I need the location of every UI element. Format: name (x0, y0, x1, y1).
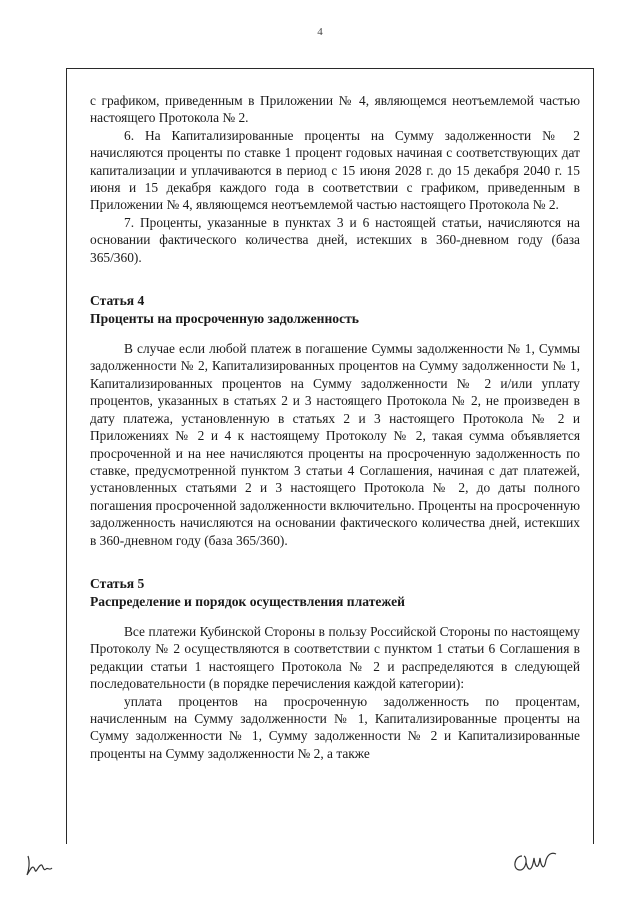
article-5-number: Статья 5 (90, 575, 145, 591)
document-body (90, 92, 580, 762)
page-number: 4 (317, 26, 323, 38)
article-5-body-2: уплата процентов на просроченную задолженность по процентам, начисленным на Сумму задолженности № 1, Капитализированные проценты на Сумму задолженности № 1, Сумму задолженности № 2 и Капитализированные проценты на Сумму задолженности № 2, а также (90, 693, 580, 761)
article-4-body: В случае если любой платеж в погашение Суммы задолженности № 1, Суммы задолженности № 2, Капитализированных процентов на Сумму задолженности № 1, Капитализированных процентов на Сумму задолженности № 2 и/или уплату процентов, указанных в статьях 2 и 3 настоящего Протокола № 2, не произведен в дату платежа, установленную в статьях 2 и 3 настоящего Протокола № 2 и Приложениях № 2 и 4 к настоящему Протоколу № 2, такая сумма объявляется просроченной и на нее начисляются проценты на просроченную задолженность по ставке, предусмотренной пунктом 3 статьи 4 Соглашения, начиная с дат платежей, установленных статьями 2 и 3 настоящего Протокола № 2, до даты полного погашения просроченной задолженности включительно. Проценты на просроченную задолженность начисляются на основании фактического количества дней, истекших в 360-дневном году (база 365/360). (90, 341, 580, 548)
article-4-number: Статья 4 (90, 293, 145, 309)
article-5-body-1: Все платежи Кубинской Стороны в пользу Российской Стороны по настоящему Протоколу № 2 осуществляются в соответствии с пунктом 1 статьи 6 Соглашения в редакции статьи 1 настоящего Протокола № 2 и распределяются в следующей последовательности (в порядке перечисления каждой категории): (90, 623, 580, 692)
article-4-title: Проценты на просроченную задолженность (90, 311, 359, 327)
continuation-paragraph: с графиком, приведенным в Приложении № 4, являющемся неотъемлемой частью настоящего Протокола № 2. (90, 93, 580, 126)
item-6-paragraph: 6. На Капитализированные проценты на Сумму задолженности № 2 начисляются проценты по ставке 1 процент годовых начиная с соответствующих дат капитализации и уплачиваются в период с 15 июня 2028 г. до 15 декабря 2040 г. 15 июня и 15 декабря каждого года в соответствии с графиком, приведенным в Приложении № 4, являющемся неотъемлемой частью настоящего Протокола № 2. (90, 127, 580, 213)
article-5-title: Распределение и порядок осуществления платежей (90, 593, 405, 609)
item-7-paragraph: 7. Проценты, указанные в пунктах 3 и 6 настоящей статьи, начисляются на основании фактического количества дней, истекших в 360-дневном году (база 365/360). (90, 214, 580, 265)
initials-right-signature (508, 846, 564, 876)
initials-left-signature (22, 852, 58, 878)
